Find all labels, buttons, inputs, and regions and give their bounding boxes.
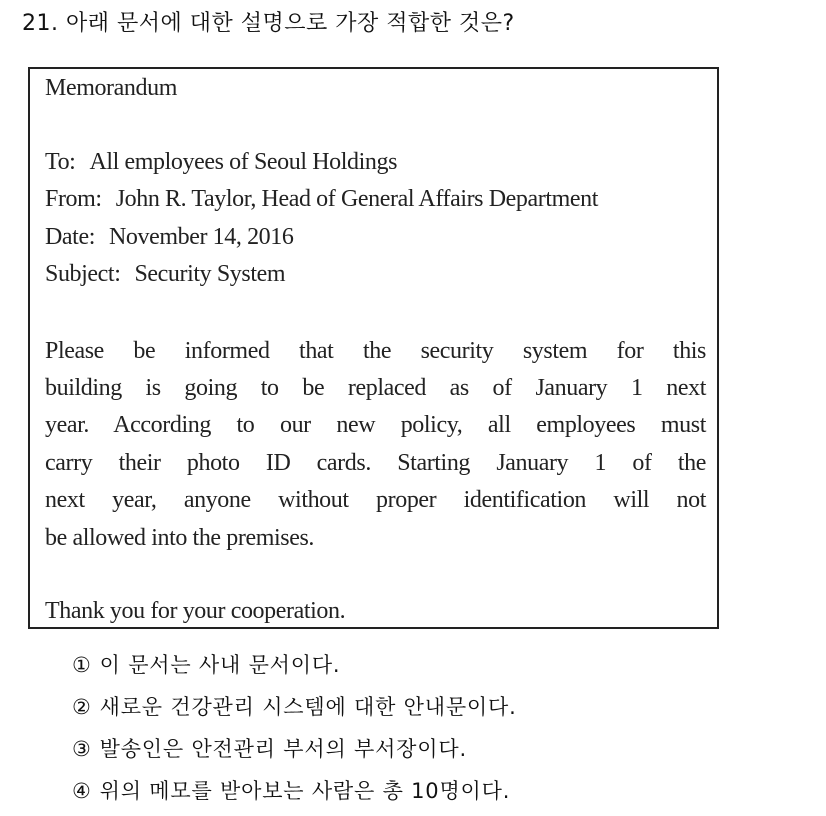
memo-date [45,224,293,251]
body-line: be allowed into the premises. [45,525,314,551]
option-1[interactable] [72,648,517,690]
option-text: 이 문서는 사내 문서이다. [99,653,341,677]
body-line: next year, anyone without proper identification will not [45,487,706,513]
answer-options [72,648,517,816]
option-4[interactable] [72,774,517,816]
body-line: carry their photo ID cards. Starting January 1 of the [45,450,706,476]
option-number: ① [72,653,92,677]
date-label: Date: [45,224,95,250]
question-title: 21. 아래 문서에 대한 설명으로 가장 적합한 것은? [22,11,515,36]
subject-label: Subject: [45,261,121,287]
option-number: ③ [72,737,92,761]
body-line: year. According to our new policy, all employees must [45,412,706,438]
option-text: 위의 메모를 받아보는 사람은 총 10명이다. [99,779,511,803]
body-line: Please be informed that the security system for this [45,338,706,364]
option-number: ④ [72,779,92,803]
memo-subject [45,261,285,288]
subject-value: Security System [134,261,286,287]
option-2[interactable] [72,690,517,732]
from-label: From: [45,186,102,212]
option-3[interactable] [72,732,517,774]
memo-box [28,67,719,629]
option-text: 발송인은 안전관리 부서의 부서장이다. [99,737,467,761]
option-number: ② [72,695,92,719]
memo-title: Memorandum [45,75,177,101]
memo-to [45,149,397,176]
body-line: building is going to be replaced as of January 1 next [45,375,706,401]
date-value: November 14, 2016 [108,224,294,250]
from-value: John R. Taylor, Head of General Affairs Department [115,186,599,212]
option-text: 새로운 건강관리 시스템에 대한 안내문이다. [99,695,517,719]
memo-from [45,186,598,213]
to-label: To: [45,149,76,175]
memo-closing: Thank you for your cooperation. [45,598,346,624]
to-value: All employees of Seoul Holdings [89,149,398,175]
